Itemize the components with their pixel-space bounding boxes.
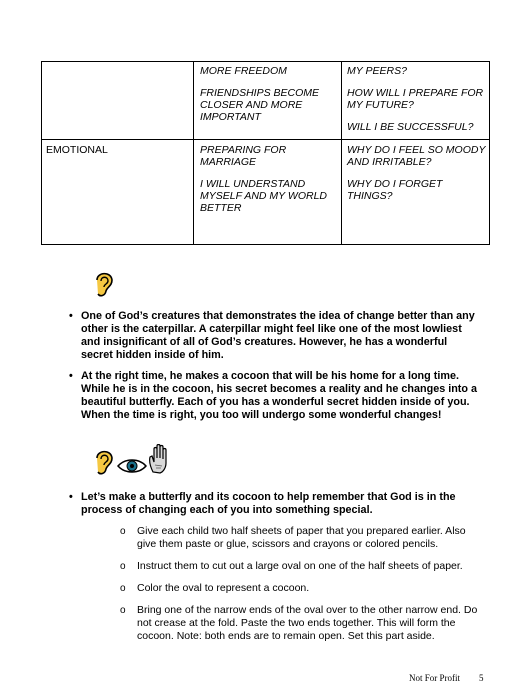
table-divider: [341, 62, 342, 244]
ear-icon: [92, 268, 116, 300]
sub-item-text: Color the oval to represent a cocoon.: [137, 582, 310, 594]
table-cell-text: WHY DO I FORGET THINGS?: [347, 178, 443, 202]
sub-item: [120, 560, 482, 573]
bullet-dot: •: [69, 491, 73, 503]
eye-icon: [117, 458, 147, 474]
sub-bullet-circle: o: [120, 526, 126, 537]
sub-item-text: Instruct them to cut out a large oval on one of the half sheets of paper.: [137, 560, 463, 572]
stages-table: [41, 61, 490, 245]
sub-item-text: Bring one of the narrow ends of the oval over to the other narrow end. Do not crease at the fold. Paste the two ends together. This will form the cocoon. Note: both ends are to remain open. Set this part aside.: [137, 604, 478, 642]
bullet-caterpillar: [69, 310, 481, 362]
sub-item-text: Give each child two half sheets of paper that you prepared earlier. Also give them paste or glue, scissors and crayons or colored pencils.: [137, 525, 466, 550]
sub-bullet-circle: o: [120, 583, 126, 594]
row2-label: EMOTIONAL: [46, 144, 108, 156]
table-cell-text: PREPARING FOR MARRIAGE: [200, 144, 287, 168]
table-cell-text: MORE FREEDOM: [200, 65, 287, 77]
sub-bullet-circle: o: [120, 605, 126, 616]
bullet-dot: •: [69, 370, 73, 382]
row1-col2: [200, 65, 332, 133]
bullet-dot: •: [69, 310, 73, 322]
sub-item: [120, 525, 482, 551]
table-cell-text: I WILL UNDERSTAND MYSELF AND MY WORLD BETTER: [200, 178, 327, 214]
row2-col2: [200, 144, 332, 224]
page-number: 5: [479, 673, 484, 683]
sub-item: [120, 604, 482, 643]
sub-bullet-circle: o: [120, 561, 126, 572]
table-divider: [193, 62, 194, 244]
row1-col3: [347, 65, 487, 143]
ear-icon: [92, 446, 116, 478]
table-cell-text: FRIENDSHIPS BECOME CLOSER AND MORE IMPORTANT: [200, 87, 320, 123]
footer-text: Not For Profit: [409, 673, 461, 683]
bullet-cocoon: [69, 370, 481, 422]
bullet-text: One of God’s creatures that demonstrates the idea of change better than any other is the caterpillar. A caterpillar might feel like one of the most lowliest and insignificant of all of God’s creatures. However, he has a wonderful secret hidden inside of him.: [81, 310, 475, 361]
table-cell-text: WILL I BE SUCCESSFUL?: [347, 121, 474, 133]
bullet-butterfly-activity: [69, 491, 481, 517]
table-cell-text: HOW WILL I PREPARE FOR MY FUTURE?: [347, 87, 484, 111]
table-cell-text: MY PEERS?: [347, 65, 407, 77]
bullet-text: Let’s make a butterfly and its cocoon to help remember that God is in the process of changing each of you into something special.: [81, 491, 456, 516]
sub-item: [120, 582, 482, 595]
hand-icon: [147, 444, 171, 474]
table-cell-text: WHY DO I FEEL SO MOODY AND IRRITABLE?: [347, 144, 486, 168]
row2-col3: [347, 144, 487, 212]
bullet-text: At the right time, he makes a cocoon that will be his home for a long time. While he is in the cocoon, his secret becomes a reality and he changes into a beautiful butterfly. Each of you has a wonderful secret hidden inside of you. When the time is right, you too will undergo some wonderful changes!: [81, 370, 478, 421]
